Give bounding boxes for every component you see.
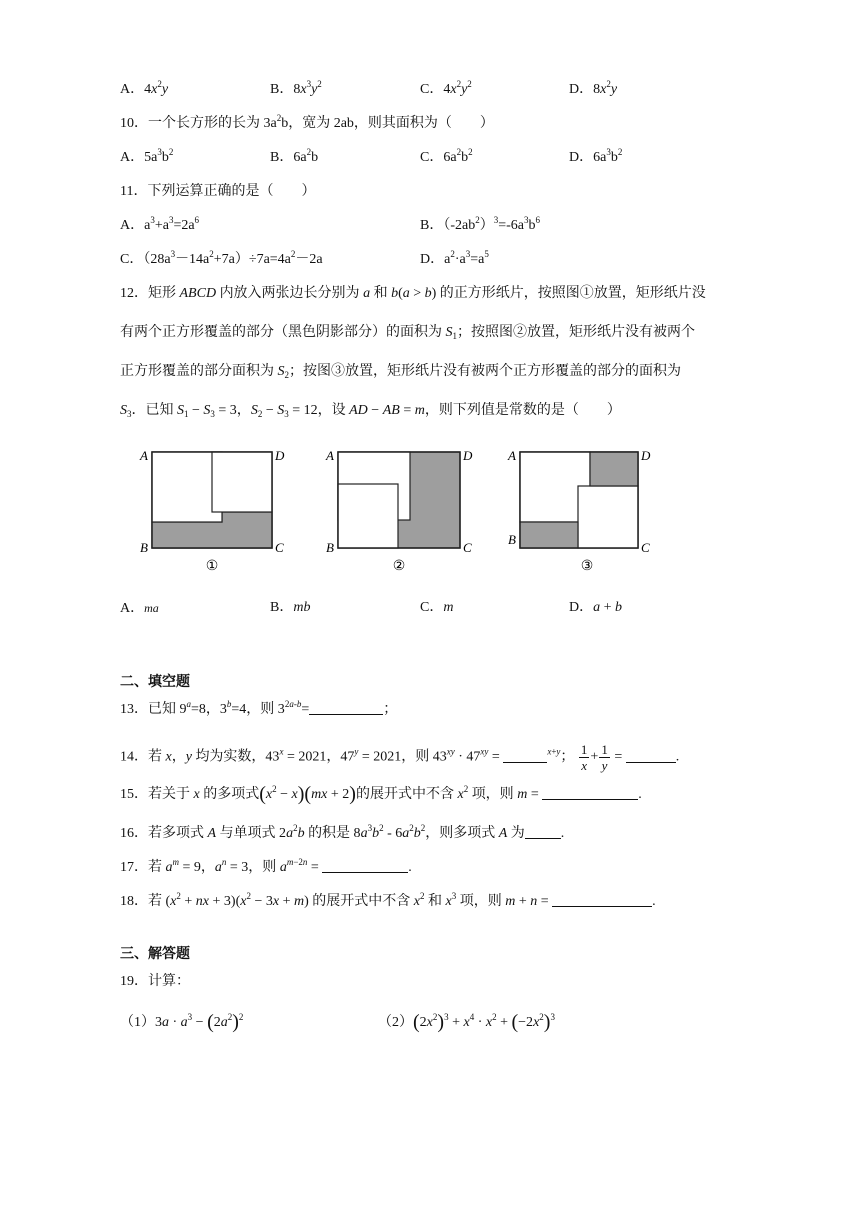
vertex-label-a: A — [508, 448, 516, 463]
figures — [130, 440, 660, 580]
figure-3 — [507, 448, 651, 574]
section-title-fill-in: 二、填空题 — [120, 674, 190, 690]
option-b[interactable]: B．$8x^3y^2$ — [270, 79, 322, 97]
figure-label-2: ② — [392, 559, 406, 574]
answer-blank[interactable] — [525, 824, 561, 839]
vertex-label-c: C — [463, 540, 472, 555]
vertex-label-b: B — [508, 532, 516, 547]
question-18: 18．若 ($x^2$ + nx + $3)(x^2 - 3x + m)$ 的展开式中不含 $x^2$ 和 $x^3$ 项，则 m + n = . — [120, 891, 656, 909]
option-d[interactable]: D．a + b — [569, 600, 623, 615]
question-12-line-4: $S_3$．已知 $S_1 - S_3 = 3$，$S_2 - S_3 = 12$，设 AD − AB = m，则下列值是常数的是（ ） — [120, 403, 621, 419]
figure-2 — [325, 448, 473, 574]
answer-blank[interactable] — [626, 748, 676, 763]
option-c[interactable]: C．$6a^2b^2$ — [420, 147, 473, 165]
option-b[interactable]: B．mb — [270, 600, 311, 615]
option-a[interactable]: A．$5a^3b^2$ — [120, 147, 174, 165]
vertex-label-d: D — [275, 448, 285, 463]
figure-1 — [139, 448, 285, 574]
question-12-line-1: 12．矩形 ABCD 内放入两张边长分别为 a 和 b(a > b) 的正方形纸片，按照图①放置，矩形纸片没 — [120, 286, 706, 301]
option-a[interactable]: A．$a^3+a^3=2a^6$ — [120, 215, 200, 233]
question-11-stem: 11．下列运算正确的是（ ） — [120, 184, 316, 199]
option-c[interactable]: C．m — [420, 600, 454, 615]
vertex-label-c: C — [275, 540, 284, 555]
vertex-label-b: B — [326, 540, 334, 555]
question-12-line-3: 正方形覆盖的部分面积为 $S_2$；按图③放置，矩形纸片没有被两个正方形覆盖的部分的面积为 — [120, 364, 681, 380]
figure-label-1: ① — [205, 559, 219, 574]
question-14: 14．若 x，y 均为实数，$43^x = 2021$，$47^y = 2021$，则 $43^{xy} \cdot 47^{xy} = ^{x+y}$； $\frac{1}{x}$ + $\frac{1}{y}$ = . — [120, 742, 680, 773]
answer-blank[interactable] — [503, 748, 547, 763]
question-19-part-2: $(2)(2x^2)^3 + x^4 \cdot x^2 + (-2x^2)^3$ — [378, 1011, 555, 1033]
question-13: 13．已知 $9^a=8$，$3^b=4$，则 $3^{2a-b}=$ ； — [120, 699, 398, 717]
answer-blank[interactable] — [322, 858, 408, 873]
fraction-1-over-y: $\frac{1}{y}$ — [601, 742, 608, 773]
question-15: 15．若关于 x 的多项式$(x^2 - x)(mx + 2)$的展开式中不含 $x^2$ 项，则 m = . — [120, 783, 642, 805]
answer-blank[interactable] — [542, 785, 638, 800]
question-16: 16．若多项式 A 与单项式 $2a^2b$ 的积是 $8a^3b^2 - 6a^2b^2$，则多项式 A 为 . — [120, 823, 565, 841]
option-a[interactable]: A．ma — [120, 601, 159, 616]
option-c[interactable]: C．$(28a^3-14a^2+7a)\div 7a=4a^2-2a$ — [120, 249, 323, 267]
vertex-label-c: C — [641, 540, 650, 555]
question-10-stem: 10．一个长方形的长为 $3a^2b$，宽为 2ab，则其面积为（ ） — [120, 113, 494, 131]
answer-blank[interactable] — [552, 892, 652, 907]
answer-blank[interactable] — [309, 700, 383, 715]
question-17: 17．若 $a^m = 9$，$a^n = 3$，则 $a^{m-2n}$ = . — [120, 857, 412, 875]
fraction-1-over-x: $\frac{1}{x}$ — [580, 742, 588, 773]
question-19-part-1: $(1)3a \cdot a^3 - (2a^2)^2$ — [120, 1011, 244, 1033]
question-19-stem: 19．计算： — [120, 974, 190, 989]
option-d[interactable]: D．$a^2\cdot a^3=a^5$ — [420, 249, 489, 267]
question-12-line-2: 有两个正方形覆盖的部分（黑色阴影部分）的面积为 $S_1$；按照图②放置，矩形纸片没有被两个 — [120, 325, 695, 341]
vertex-label-a: A — [326, 448, 334, 463]
option-b[interactable]: B．$(-2ab^2)^3=-6a^3b^6$ — [420, 215, 540, 233]
vertex-label-d: D — [641, 448, 651, 463]
vertex-label-b: B — [140, 540, 148, 555]
option-c[interactable]: C．$4x^2y^2$ — [420, 79, 472, 97]
option-d[interactable]: D．$6a^3b^2$ — [569, 147, 623, 165]
vertex-label-a: A — [140, 448, 148, 463]
section-title-solve: 三、解答题 — [120, 946, 190, 962]
vertex-label-d: D — [463, 448, 473, 463]
option-a[interactable]: A．$4x^2y$ — [120, 79, 169, 97]
option-d[interactable]: D．$8x^2y$ — [569, 79, 618, 97]
option-b[interactable]: B．$6a^2b$ — [270, 147, 319, 165]
figure-label-3: ③ — [580, 559, 594, 574]
